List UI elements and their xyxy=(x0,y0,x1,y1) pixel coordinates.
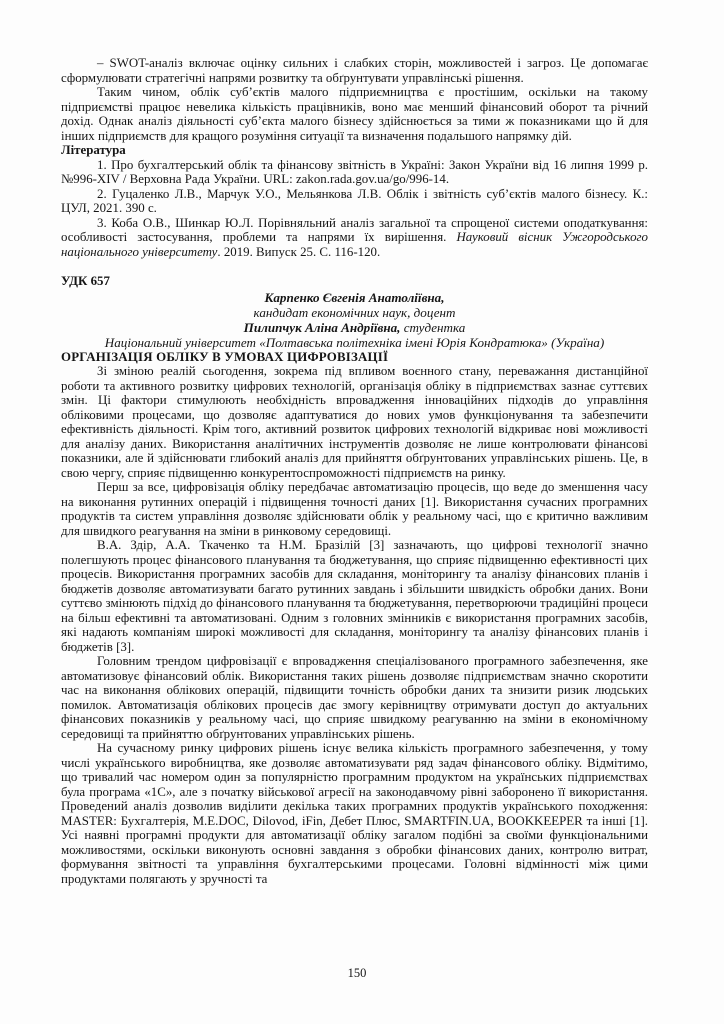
page-content xyxy=(61,56,648,886)
authors-block xyxy=(61,290,648,350)
conclusion-paragraph: Таким чином, облік суб’єктів малого підприємництва є простішим, оскільки на такому підприємстві працює невелика кількість працівників, воно має менший фінансовий оборот та річний дохід. Однак аналіз діяльності суб’єкта малого бізнесу здійснюється за тими ж показниками що й для інших підприємств для кращого розуміння ситуації та визначення подальшого напрямку дій. xyxy=(61,85,648,143)
author-2-role: студентка xyxy=(403,319,466,335)
body-paragraph-5: На сучасному ринку цифрових рішень існує велика кількість програмного забезпечення, у тому числі українського виробництва, яке дозволяє автоматизувати ряд задач фінансового обліку. Відмітимо, що тривалий час номером один за популярністю програмним продуктом на українських підприємствах була програма «1С», але з початку військової агресії на законодавчому рівні заборонено її використання. Проведений аналіз дозволив виділити декілька таких програмних продуктів українського походження: MASTER: Бухгалтерія, M.E.DOC, Dilovod, iFin, Дебет Плюс, SMARTFIN.UA, BOOKKEEPER та інші [1]. Усі наявні програмні продукти для автоматизації обліку загалом подібні за своїми функціональними можливостями, оскільки виконують основні завдання з обробки фінансових даних, контролю витрат, формування звітності та управління бухгалтерськими процесами. Головні відмінності між цими продуктами полягають у зручності та xyxy=(61,741,648,886)
author-1-role: кандидат економічних наук, доцент xyxy=(253,304,456,320)
author-2-line xyxy=(61,320,648,335)
reference-2: 2. Гуцаленко Л.В., Марчук У.О., Мельянкова Л.В. Облік і звітність суб’єктів малого бізнесу. К.: ЦУЛ, 2021. 390 с. xyxy=(61,186,648,215)
author-1-name: Карпенко Євгенія Анатоліївна, xyxy=(264,289,445,305)
author-2-name: Пилипчук Аліна Андріївна, xyxy=(243,319,401,335)
body-paragraph-3: В.А. Здір, А.А. Ткаченко та Н.М. Бразілій [3] зазначають, що цифрові технології значно полегшують процес фінансового планування та бюджетування, що сприяє підвищенню ефективності цих процесів. Використання програмних засобів для складання, моніторингу та аналізу фінансових планів і бюджетів дозволяє автоматизувати багато рутинних завдань і збільшити швидкість обробки даних. Вони суттєво змінюють підхід до фінансового планування та бюджетування, перетворюючи традиційні процеси на більш ефективні та автоматизовані. Одним з головних змінників є використання програмних засобів, які надають компаніям широкі можливості для складання, моніторингу та аналізу фінансових планів і бюджетів [3]. xyxy=(61,538,648,654)
page-number: 150 xyxy=(347,966,367,980)
body-paragraph-1: Зі зміною реалій сьогодення, зокрема під впливом воєнного стану, переважання дистанційної роботи та активного розвитку цифрових технологій, організація обліку в підприємствах зазнає суттєвих змін. Ці фактори стимулюють необхідність впровадження інноваційних підходів до управління обліковими процесами, що дозволяє адаптуватися до нових умов функціонування та забезпечити ефективність діяльності. Крім того, активний розвиток цифрових технологій відкриває нові можливості для аналізу даних. Використання аналітичних інструментів дозволяє не лише контролювати фінансові показники, але й здійснювати глибокий аналіз для прийняття обґрунтованих управлінських рішень. Це, в свою чергу, сприяє підвищенню конкурентоспроможності підприємств на ринку. xyxy=(61,364,648,480)
article-title: ОРГАНІЗАЦІЯ ОБЛІКУ В УМОВАХ ЦИФРОВІЗАЦІЇ xyxy=(61,349,389,364)
reference-1: 1. Про бухгалтерський облік та фінансову звітність в Україні: Закон України від 16 липня 1999 р. №996-XIV / Верховна Рада України. URL: zakon.rada.gov.ua/go/996-14. xyxy=(61,157,648,186)
body-paragraph-2: Перш за все, цифровізація обліку передбачає автоматизацію процесів, що веде до зменшення часу на виконання рутинних операцій і підвищення точності даних [1]. Використання сучасних програмних продуктів та систем управління дозволяє здійснювати облік у реальному часі, що є критично важливим для швидкого реагування на зміни в ринковому середовищі. xyxy=(61,480,648,538)
literature-heading: Література xyxy=(61,143,126,157)
reference-3-text: 3. Коба О.В., Шинкар Ю.Л. Порівняльний аналіз загальної та спрощеної системи оподаткування: особливості застосування, проблеми та напрями їх вирішення. xyxy=(61,215,648,244)
swot-list-item: – SWOT-аналіз включає оцінку сильних і слабких сторін, можливостей і загроз. Це допомагає сформулювати стратегічні напрями розвитку та обґрунтувати управлінські рішення. xyxy=(61,56,648,85)
reference-3-tail: . 2019. Випуск 25. С. 116-120. xyxy=(217,244,381,259)
body-paragraph-4: Головним трендом цифровізації є впровадження спеціалізованого програмного забезпечення, яке автоматизовує фінансовий облік. Використання таких рішень дозволяє підприємствам значно скоротити час на виконання облікових операцій, підвищити точність обробки даних та знизити ризик людських помилок. Автоматизація облікових процесів дає змогу керівництву отримувати доступ до актуальних фінансових показників у реальному часі, що сприяє швидкому реагуванню на зміни в економічному середовищі та прийняттю обґрунтованих управлінських рішень. xyxy=(61,654,648,741)
affiliation: Національний університет «Полтавська політехніка імені Юрія Кондратюка» (Україна) xyxy=(104,334,605,350)
reference-3 xyxy=(61,216,648,260)
udc-code: УДК 657 xyxy=(61,274,110,288)
reference-3-journal-title: Науковий вісник Ужгородського національного університету xyxy=(61,230,648,259)
